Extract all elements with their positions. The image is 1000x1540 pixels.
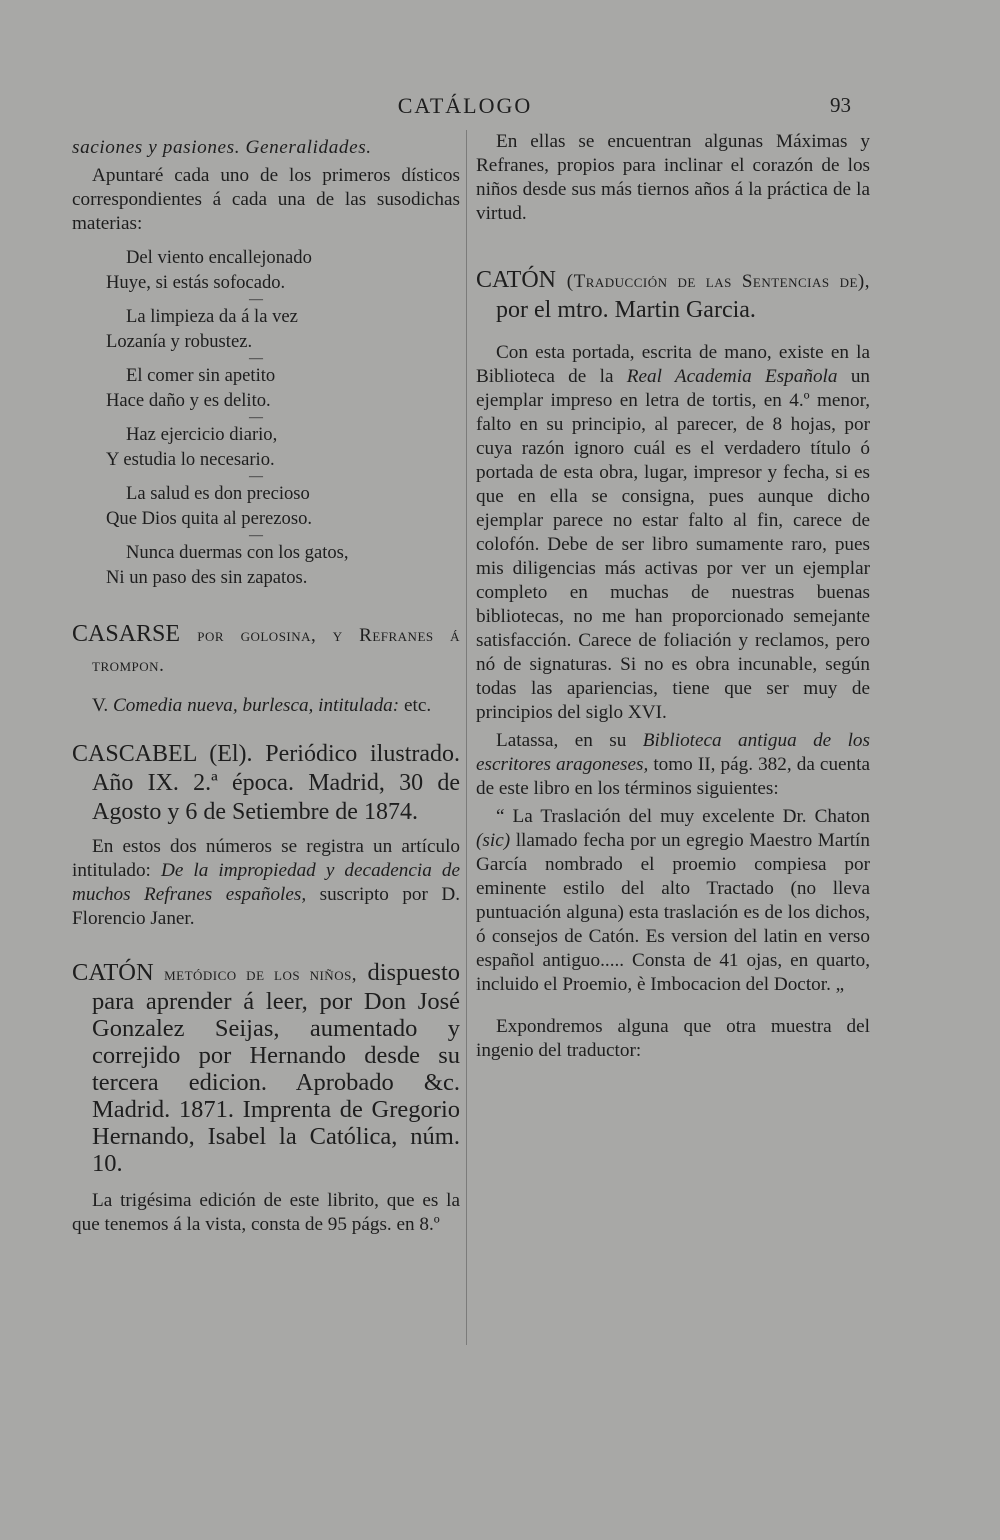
couplet-separator: — bbox=[249, 410, 263, 425]
verse-line: La salud es don precioso bbox=[126, 483, 310, 504]
couplet bbox=[106, 364, 460, 413]
entry-heading-cascabel bbox=[72, 740, 460, 827]
body-text: “ La Traslación del muy excelente Dr. Chaton bbox=[496, 806, 870, 827]
couplet-separator: — bbox=[249, 351, 263, 366]
couplet-separator: — bbox=[249, 292, 263, 307]
page-header bbox=[0, 93, 1000, 123]
verse-line: Haz ejercicio diario, bbox=[126, 424, 278, 445]
couplet-separator: — bbox=[249, 469, 263, 484]
body-text: Latassa, en su bbox=[496, 730, 627, 751]
verse-line: Huye, si estás sofocado. bbox=[106, 271, 286, 293]
body-text: un ejemplar impreso en letra de tortis, en 4.º menor, falto en su principio, al parecer, de 8 hojas, por cuya razón ignoro cuál es el verdadero título ó portada de esta obra, lugar, impresor y fecha, si es que en ella se consigna, pues aunque dicho ejemplar parece no estar falto al fin, carece de colofón. Debe de ser libro sumamente raro, pues mis diligencias más activas por ver un ejemplar completo en muchas de nuestras buenas bibliotecas, no me han proporcionado semejante satisfacción. Carece de foliación y reclamos, pero nó de signaturas. Si no es obra incunable, según todas las apariencias, tiene que ser muy de principios del siglo XVI. bbox=[476, 366, 870, 723]
body-italic: Real Academia Española bbox=[626, 366, 838, 387]
entry-heading-smallcaps: por golosina, y Refranes á trompon. bbox=[92, 625, 461, 676]
page-number: 93 bbox=[830, 93, 851, 117]
verse-line: Y estudia lo necesario. bbox=[106, 448, 275, 470]
intro-paragraph: Apuntaré cada uno de los primeros dísticos correspondientes á cada una de las susodichas materias: bbox=[72, 165, 460, 234]
ref-title: Comedia nueva, burlesca, intitulada: bbox=[112, 695, 400, 716]
ref-etc: etc. bbox=[403, 695, 432, 716]
couplet bbox=[106, 482, 460, 531]
verse-line: Del viento encallejonado bbox=[126, 247, 312, 268]
entry-headword: CASARSE bbox=[72, 621, 181, 647]
entry-body bbox=[476, 729, 870, 801]
verse-line: Ni un paso des sin zapatos. bbox=[106, 566, 308, 588]
body-text: llamado fecha por un egregio Maestro Martín García nombrado el proemio compiesa por eminente estilo del alto Tractado (no lleva puntuación alguna) esta traslación es de los dichos, ó consejos de Catón. Es version del latin en verso español antiguo..... Consta de 41 ojas, en quarto, incluido el Proemio, è Imbocacion del Doctor. „ bbox=[476, 830, 870, 995]
verse-line: El comer sin apetito bbox=[126, 365, 276, 386]
entry-headword: CATÓN bbox=[72, 959, 154, 986]
entry-heading-smallcaps: (Traducción de las Sentencias de), bbox=[566, 271, 871, 292]
couplet bbox=[106, 246, 460, 295]
body-text: Con esta portada, escrita de mano, existe en la Biblioteca de la bbox=[476, 342, 870, 387]
intro-italic-line: saciones y pasiones. Generalidades. bbox=[72, 137, 372, 158]
right-column bbox=[476, 130, 870, 1063]
entry-heading-rest: por el mtro. Martin Garcia. bbox=[496, 297, 756, 323]
column-divider bbox=[466, 130, 467, 1345]
quotation bbox=[476, 805, 870, 997]
verse-line: La limpieza da á la vez bbox=[126, 306, 298, 327]
entry-body bbox=[72, 835, 460, 931]
entry-heading-caton-metodico bbox=[72, 959, 460, 1177]
entry-body: Expondremos alguna que otra muestra del ingenio del traductor: bbox=[476, 1016, 870, 1061]
couplet bbox=[106, 541, 460, 590]
verse-line: Nunca duermas con los gatos, bbox=[126, 542, 349, 563]
couplet bbox=[106, 305, 460, 354]
entry-headword: CATÓN bbox=[476, 267, 557, 293]
entry-headword: CASCABEL bbox=[72, 741, 197, 767]
entry-body: La trigésima edición de este librito, que es la que tenemos á la vista, consta de 95 págs. en 8.º bbox=[72, 1190, 460, 1235]
cross-reference bbox=[72, 694, 460, 718]
entry-body bbox=[476, 341, 870, 725]
body-text: suscripto por D. Florencio Janer. bbox=[72, 884, 460, 929]
continued-paragraph: En ellas se encuentran algunas Máximas y Refranes, propios para inclinar el corazón de los niños desde sus más tiernos años á la práctica de la virtud. bbox=[476, 131, 870, 224]
verse-line: Hace daño y es delito. bbox=[106, 389, 271, 411]
left-column bbox=[72, 136, 460, 1237]
verse-line: Lozanía y robustez. bbox=[106, 330, 253, 352]
running-title: CATÁLOGO bbox=[397, 93, 533, 118]
entry-heading-smallcaps: metódico de los niños, bbox=[164, 964, 358, 985]
entry-heading-casarse bbox=[72, 620, 460, 680]
verse-line: Que Dios quita al perezoso. bbox=[106, 507, 313, 529]
body-text: En estos dos números se registra un artículo intitulado: bbox=[72, 836, 460, 881]
couplet-separator: — bbox=[249, 528, 263, 543]
body-italic: Biblioteca antigua de los escritores aragoneses, bbox=[476, 730, 870, 775]
entry-heading-rest: dispuesto para aprender á leer, por Don José Gonzalez Seijas, aumentado y correjido por Hernando desde su tercera edicion. Aprobado &c. Madrid. 1871. Imprenta de Gregorio Hernando, Isabel la Católica, núm. 10. bbox=[92, 959, 461, 1177]
body-italic: (sic) bbox=[476, 830, 511, 851]
ref-v: V. bbox=[92, 695, 109, 716]
entry-heading-caton-traduccion bbox=[476, 266, 870, 325]
body-text: tomo II, pág. 382, da cuenta de este libro en los términos siguientes: bbox=[476, 754, 870, 799]
entry-heading-rest: (El). Periódico ilustrado. Año IX. 2.ª época. Madrid, 30 de Agosto y 6 de Setiembre de 1874. bbox=[92, 741, 460, 825]
body-italic: De la impropiedad y decadencia de muchos Refranes españoles, bbox=[72, 860, 460, 905]
couplet bbox=[106, 423, 460, 472]
